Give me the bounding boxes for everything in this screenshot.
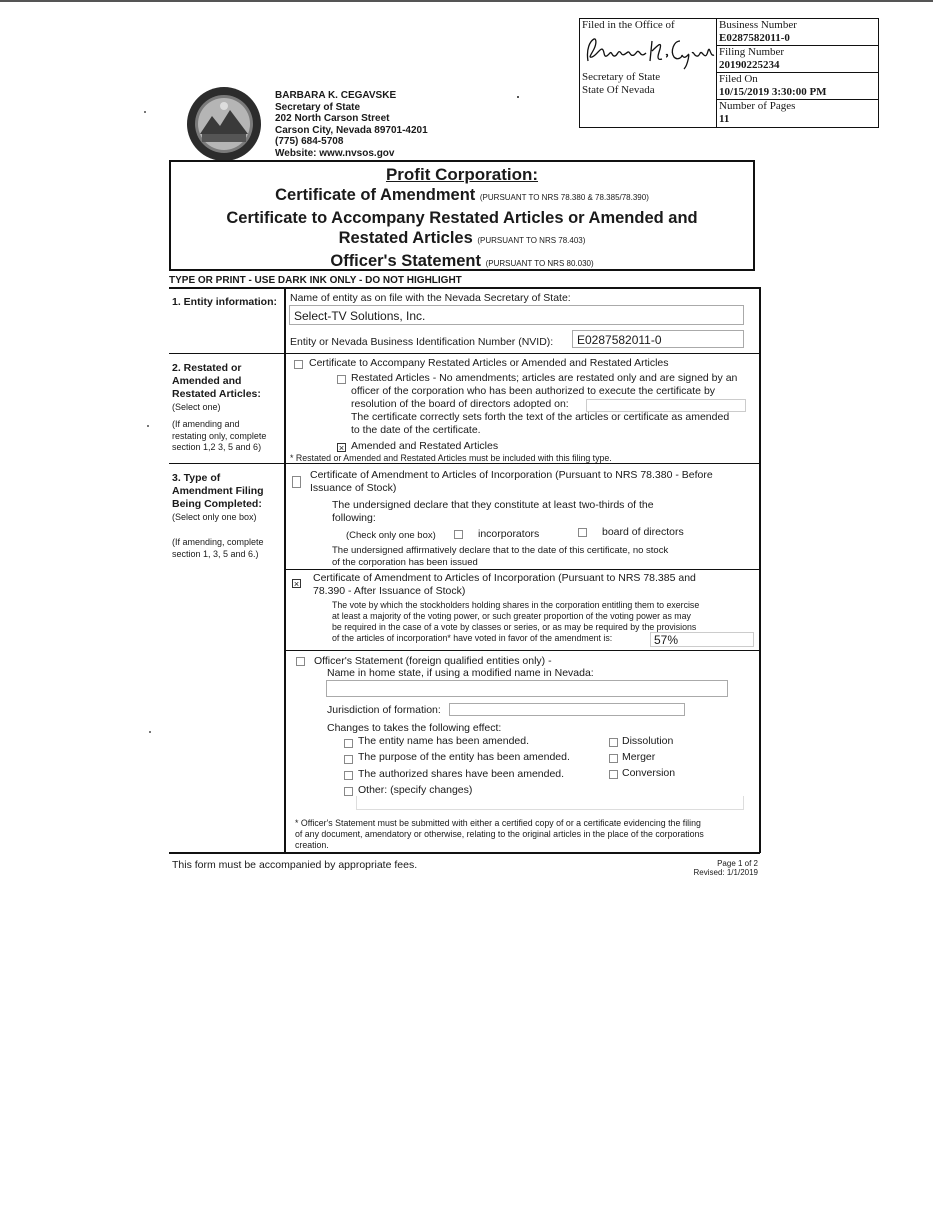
jurisdiction-label: Jurisdiction of formation: [327,704,441,716]
after-issuance-title [313,572,696,598]
section2-label-line1: 2. Restated or [172,362,242,374]
filed-in-label: Filed in the Office of [582,19,675,31]
merger-label: Merger [622,751,656,763]
page-number: Page 1 of 2 [717,859,758,868]
no-stock-line1: The undersigned affirmatively declare that to the date of this certificate, no stock [332,545,669,556]
no-stock-line2: of the corporation has been issued [332,557,478,568]
check-only-one-note: (Check only one box) [346,530,436,541]
entity-name-label: Name of entity as on file with the Nevada Secretary of State: [290,292,571,304]
after-issuance-line2: 78.390 - After Issuance of Stock) [313,585,466,597]
before-issuance-line2: Issuance of Stock) [310,482,397,494]
nevada-state-seal-icon [186,86,262,162]
home-state-name-field[interactable] [326,680,728,697]
officer-statement-title: Officer's Statement (foreign qualified entities only) - [314,655,552,667]
pages-label: Number of Pages [719,100,796,112]
section3-note-line2: section 1, 3, 5 and 6.) [172,548,259,559]
section3-select-note: (Select only one box) [172,512,257,522]
scan-speck [149,731,151,733]
secretary-address-block [275,90,428,160]
other-changes-checkbox[interactable] [344,787,353,796]
business-number-label: Business Number [719,19,797,31]
changes-label: Changes to takes the following effect: [327,722,502,734]
secretary-line1: Secretary of State [582,71,661,83]
secretary-name: BARBARA K. CEGAVSKE [275,90,397,101]
jurisdiction-field[interactable] [449,703,685,716]
form-title: Profit Corporation: [385,165,539,184]
vote-line3: be required in the case of a vote by classes or series, or as may be required by the provisions [332,622,697,632]
section3-label-line2: Amendment Filing [172,485,264,497]
scan-top-edge [0,0,933,2]
board-of-directors-label: board of directors [602,526,684,538]
entity-name-field[interactable] [289,305,744,325]
name-amended-checkbox[interactable] [344,739,353,748]
title-officer-main: Officer's Statement [330,252,481,270]
section3-label-line1: 3. Type of [172,472,221,484]
title-amendment-main: Certificate of Amendment [275,186,476,204]
title-line-restated: Certificate to Accompany Restated Articles or Amended and [226,209,698,227]
before-issuance-line1: Certificate of Amendment to Articles of Incorporation (Pursuant to NRS 78.380 - Before [310,469,713,481]
table-right-border [759,287,761,853]
ink-instructions: TYPE OR PRINT - USE DARK INK ONLY - DO NOT HIGHLIGHT [169,275,462,286]
title-officer-statute: (PURSUANT TO NRS 80.030) [485,259,594,268]
scan-speck [144,111,146,113]
section3-note-line1: (If amending, complete [172,537,264,547]
entity-name-value: Select-TV Solutions, Inc. [294,309,426,323]
filing-details-column [717,19,878,127]
conversion-checkbox[interactable] [609,770,618,779]
business-number-cell [717,19,878,46]
officer-statement-note [295,818,704,851]
section2-note-line1: (If amending and [172,419,240,429]
section2-label-line3: Restated Articles: [172,388,261,400]
before-issuance-declare [332,499,654,525]
home-state-name-label: Name in home state, if using a modified name in Nevada: [327,667,594,679]
section2-instructions [172,419,266,454]
amended-restated-checkbox[interactable]: × [338,443,345,453]
filing-number-cell [717,46,878,73]
vote-line4: of the articles of incorporation* have voted in favor of the amendment is: [332,633,613,643]
vote-line1: The vote by which the stockholders holding shares in the corporation entitling them to exercise [332,600,700,610]
table-top-rule [169,287,759,289]
title-restated-main: Restated Articles [338,229,473,247]
section2-select-note: (Select one) [172,402,221,412]
before-issuance-title [310,469,713,495]
fees-notice: This form must be accompanied by appropriate fees. [172,859,418,871]
pages-value: 11 [719,113,730,125]
section1-label: 1. Entity information: [172,296,277,308]
purpose-amended-label: The purpose of the entity has been amended. [358,751,570,763]
shares-amended-checkbox[interactable] [344,771,353,780]
filing-office-column [580,19,717,127]
merger-checkbox[interactable] [609,754,618,763]
restated-articles-line1: Restated Articles - No amendments; articles are restated only and are signed by an [351,372,738,384]
title-amendment-statute: (PURSUANT TO NRS 78.380 & 78.385/78.390) [479,193,649,202]
nvid-value: E0287582011-0 [577,333,662,347]
vote-percentage-value: 57% [654,633,679,647]
section2-note-line2: restating only, complete [172,430,267,441]
after-issuance-line1: Certificate of Amendment to Articles of Incorporation (Pursuant to NRS 78.385 and [313,572,696,584]
business-number-value: E0287582011-0 [719,32,790,44]
secretary-title: Secretary of State [275,101,361,113]
secretary-city: Carson City, Nevada 89701-4201 [275,124,428,136]
page-info [660,859,758,877]
other-changes-field[interactable] [356,796,744,810]
section2-label-line2: Amended and [172,375,242,387]
section3-label [172,472,264,511]
row-divider-1 [169,353,759,354]
row-divider-4 [284,650,759,651]
revision-date: Revised: 1/1/2019 [693,868,758,877]
shares-amended-label: The authorized shares have been amended. [358,768,565,780]
filed-on-value: 10/15/2019 3:30:00 PM [719,86,827,98]
vote-line2: at least a majority of the voting power, or such greater proportion of the voting power as may [332,611,691,621]
officer-note-line3: creation. [295,840,329,850]
secretary-website: Website: www.nvsos.gov [275,147,395,159]
nvid-label: Entity or Nevada Business Identification Number (NVID): [290,336,554,348]
officer-note-line2: of any document, amendatory or otherwise, relating to the original articles in the place of the corporations [295,829,704,839]
restated-articles-line4: The certificate correctly sets forth the text of the articles or certificate as amended [351,411,730,423]
nvid-field[interactable] [572,330,744,348]
filed-on-label: Filed On [719,73,758,85]
scan-speck [147,425,149,427]
before-issuance-checkbox[interactable] [292,476,301,488]
filing-number-label: Filing Number [719,46,785,58]
amended-restated-label: Amended and Restated Articles [351,440,499,452]
dissolution-checkbox[interactable] [609,738,618,747]
title-line-amendment [171,185,753,208]
signature-image [582,31,716,71]
table-left-divider [284,287,286,853]
scan-speck [517,96,519,98]
restated-articles-checkbox[interactable] [337,375,346,384]
restated-articles-line2: officer of the corporation who has been authorized to execute the certificate by [351,385,716,397]
restated-certificate-label: Certificate to Accompany Restated Articles or Amended and Restated Articles [309,357,669,369]
title-restated-statute: (PURSUANT TO NRS 78.403) [477,236,586,245]
section3-instructions [172,537,264,560]
filing-stamp-box [579,18,879,128]
section2-label [172,362,261,401]
before-issuance-declare-line2: following: [332,512,376,524]
section2-note-line3: section 1,2 3, 5 and 6) [172,442,262,452]
after-issuance-checkbox[interactable]: × [293,579,300,589]
board-of-directors-checkbox[interactable] [578,528,587,537]
officer-statement-checkbox[interactable] [296,657,305,666]
restated-articles-line3: resolution of the board of directors adopted on: [351,398,569,410]
purpose-amended-checkbox[interactable] [344,755,353,764]
name-amended-label: The entity name has been amended. [358,735,530,747]
section3-label-line3: Being Completed: [172,498,262,510]
title-line-officer [171,251,753,274]
officer-note-line1: * Officer's Statement must be submitted with either a certified copy of or a certificate evidencing the filing [295,818,701,828]
table-bottom-rule [169,852,760,854]
incorporators-checkbox[interactable] [454,530,463,539]
filing-number-value: 20190225234 [719,59,780,71]
filed-on-cell [717,73,878,100]
title-line-restated-articles [171,228,753,251]
pages-cell [717,100,878,127]
restated-articles-line5: to the date of the certificate. [351,424,481,436]
vote-statement [332,600,699,644]
form-title-box [169,160,755,271]
secretary-phone: (775) 684-5708 [275,136,344,148]
restated-certificate-checkbox[interactable] [294,360,303,369]
secretary-line2: State Of Nevada [582,84,655,96]
before-issuance-declare-line1: The undersigned declare that they constitute at least two-thirds of the [332,499,654,511]
board-resolution-date-field[interactable] [586,399,746,412]
secretary-street: 202 North Carson Street [275,113,390,125]
no-stock-declaration [332,545,668,569]
dissolution-label: Dissolution [622,735,674,747]
row-divider-3 [284,569,759,570]
vote-percentage-field[interactable] [650,632,754,647]
conversion-label: Conversion [622,767,676,779]
incorporators-label: incorporators [478,528,540,540]
other-changes-label: Other: (specify changes) [358,784,473,796]
section2-footnote: * Restated or Amended and Restated Articles must be included with this filing type. [290,453,612,463]
